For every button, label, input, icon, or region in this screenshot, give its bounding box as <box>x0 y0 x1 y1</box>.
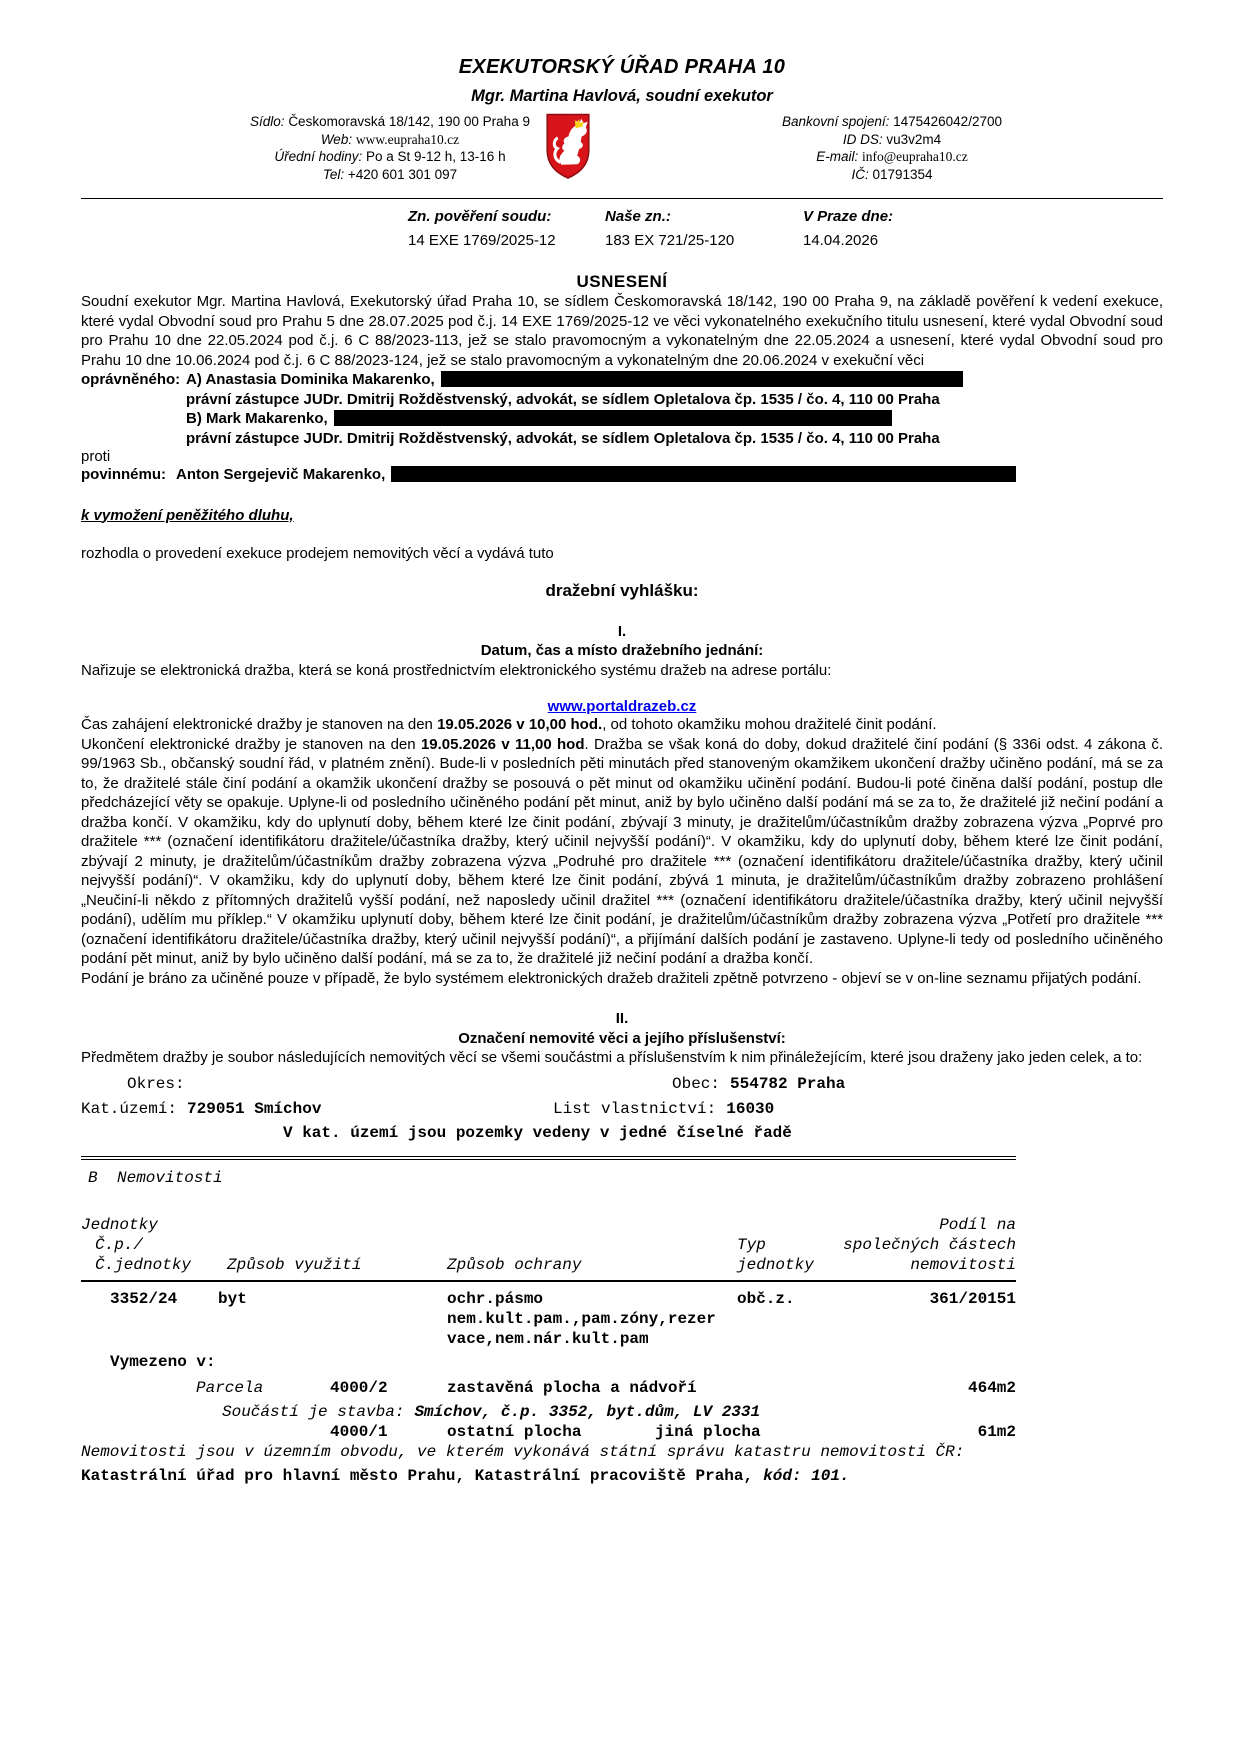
cadastre-territory: Kat.území: 729051 Smíchov <box>81 1099 322 1118</box>
versus-line: proti <box>81 448 111 465</box>
cadastre-ownership-sheet: List vlastnictví: 16030 <box>553 1099 775 1118</box>
office-title: EXEKUTORSKÝ ÚŘAD PRAHA 10 <box>458 56 786 78</box>
creditor-b-counsel: právní zástupce JUDr. Dmitrij Rožděstvenský, advokát, se sídlem Opletalova čp. 1535 / čo. 4, 110 00 Praha <box>186 429 940 447</box>
double-rule <box>81 1156 1016 1160</box>
contact-web: Web: www.eupraha10.cz <box>320 131 460 147</box>
cadastre-note-row: V kat. území jsou pozemky vedeny v jedné číselné řadě <box>283 1123 792 1142</box>
letterhead-contact <box>81 113 1163 191</box>
creditor-a-counsel: právní zástupce JUDr. Dmitrij Rožděstvenský, advokát, se sídlem Opletalova čp. 1535 / čo. 4, 110 00 Praha <box>186 390 940 408</box>
reference-block <box>408 208 1163 249</box>
building-row <box>81 1403 1163 1423</box>
reference-court-file: Zn. pověření soudu: 14 EXE 1769/2025-12 <box>408 208 556 249</box>
parcel-row-1: Parcela 4000/2 zastavěná plocha a nádvoří 464m2 <box>196 1378 1016 1397</box>
unit-protection-row-2: nem.kult.pam.,pam.zóny,rezer <box>447 1309 716 1328</box>
units-header-row-1: Č.p./ Typ společných částech <box>95 1235 1016 1254</box>
cadastre-block <box>81 1075 1163 1487</box>
creditor-a-line <box>81 370 1163 390</box>
bid-confirmation-paragraph: Podání je bráno za učiněné pouze v případě, že bylo systémem elektronických dražeb dražiteli zpětně potvrzeno - objeví se v on-line seznamu přijatých podání. <box>81 969 1142 987</box>
section-1-number: I. <box>617 622 627 640</box>
unit-data-row: 3352/24 byt ochr.pásmo obč.z. 361/20151 <box>110 1289 1016 1308</box>
contact-bank: Bankovní spojení: 1475426042/2700 <box>782 114 1002 129</box>
cadastre-municipality: Obec: 554782 Praha <box>672 1074 846 1093</box>
redaction-bar <box>334 410 892 426</box>
reference-our-file: Naše zn.: 183 EX 721/25-120 <box>605 208 735 249</box>
parcel-row-2: 4000/1 ostatní plocha jiná plocha 61m2 <box>330 1422 1016 1441</box>
executor-name: Mgr. Martina Havlová, soudní exekutor <box>471 87 773 105</box>
cadastre-footer-note: Nemovitosti jsou v územním obvodu, ve kterém vykonává státní správu katastru nemovitosti ČR: <box>81 1442 965 1461</box>
cadastre-district-row: Okres: Obec: 554782 Praha <box>127 1074 846 1093</box>
section-b-row: B Nemovitosti <box>88 1168 223 1187</box>
header-divider <box>81 198 1163 199</box>
portal-link[interactable]: www.portaldrazeb.cz <box>547 698 697 715</box>
creditor-b-line: B) Mark Makarenko, <box>186 409 1163 429</box>
section-2-number: II. <box>615 1010 629 1027</box>
contact-email: E-mail: info@eupraha10.cz <box>816 149 968 164</box>
document-title: USNESENÍ <box>576 272 668 291</box>
unit-protection-row-3: vace,nem.nár.kult.pam <box>447 1329 649 1348</box>
reference-date: V Praze dne: 14.04.2026 <box>803 208 894 249</box>
czech-coat-of-arms-icon <box>545 113 591 184</box>
portal-link-row <box>81 698 1163 715</box>
cadastre-area-row <box>81 1100 1163 1124</box>
defined-in-row: Vymezeno v: <box>110 1352 216 1371</box>
redaction-bar <box>391 466 1016 482</box>
decree-title: dražební vyhlášku: <box>545 580 699 600</box>
debtor-label: povinnému: <box>81 466 166 483</box>
contact-left-column <box>180 113 600 183</box>
property-intro-paragraph: Předmětem dražby je soubor následujících nemovitých věcí se všemi součástmi a příslušenstvím k nim přináležejícím, které jsou draženy jako jeden celek, a to: <box>81 1049 1143 1066</box>
units-header-row-2: Č.jednotky Způsob využití Způsob ochrany jednotky nemovitosti <box>95 1255 1016 1274</box>
section-2-heading: Označení nemovité věci a jejího příslušenství: <box>458 1029 786 1047</box>
units-title-row: Jednotky Podíl na <box>81 1215 1016 1234</box>
contact-right-column <box>682 113 1102 183</box>
creditor-a-name: A) Anastasia Dominika Makarenko, <box>186 370 963 390</box>
redaction-bar <box>441 371 963 387</box>
section-1-heading: Datum, čas a místo dražebního jednání: <box>480 642 764 659</box>
intro-paragraph: Soudní exekutor Mgr. Martina Havlová, Exekutorský úřad Praha 10, se sídlem Českomoravská 18/142, 190 00 Praha 9, na základě pověření k vedení exekuce, které vydal Obvodní soud pro Prahu 5 dne 28.07.2025 pod č.j. 14 EXE 1769/2025-12 ve věci vykonatelného exekučního titulu usnesení, které vydal Obvodní soud pro Prahu 10 dne 22.05.2024 pod č.j. 6 C 88/2023-113, jež se stalo pravomocným a vykonatelným dne 22.05.2024 a usnesení, které vydal Obvodní soud pro Prahu 10 dne 10.06.2024 pod č.j. 6 C 88/2023-124, jež se stalo pravomocným a vykonatelným dne 20.06.2024 v exekuční věci <box>81 293 1163 369</box>
contact-hodiny: Úřední hodiny: Po a St 9-12 h, 13-16 h <box>274 149 506 164</box>
contact-tel: Tel: +420 601 301 097 <box>322 166 458 182</box>
auction-start-datetime: 19.05.2026 v 10,00 hod. <box>437 716 603 733</box>
debt-clause: k vymožení peněžitého dluhu, <box>81 506 294 524</box>
auction-end-datetime: 19.05.2026 v 11,00 hod <box>420 735 585 753</box>
decision-line: rozhodla o provedení exekuce prodejem nemovitých věcí a vydává tuto <box>81 545 554 562</box>
debtor-name: Anton Sergejevič Makarenko, <box>176 465 1016 485</box>
table-rule <box>81 1280 1016 1282</box>
debtor-line <box>81 465 1163 485</box>
creditor-label: oprávněného: <box>81 371 181 388</box>
contact-ic: IČ: 01791354 <box>851 166 933 182</box>
building-part: Součástí je stavba: Smíchov, č.p. 3352, byt.dům, LV 2331 <box>222 1402 761 1421</box>
contact-sidlo: Sídlo: Českomoravská 18/142, 190 00 Praha 9 <box>250 114 530 129</box>
cadastre-footer-office: Katastrální úřad pro hlavní město Prahu, Katastrální pracoviště Praha, kód: 101. <box>81 1466 850 1485</box>
contact-idds: ID DS: vu3v2m4 <box>842 131 942 147</box>
auction-rules-paragraph: Čas zahájení elektronické dražby je stanoven na den 19.05.2026 v 10,00 hod., od tohoto okamžiku mohou dražitelé činit podání. Ukončení elektronické dražby je stanoven na den 19.05.2026 v 11,00 hod. Dražba se však koná do doby, dokud dražitelé činí podání (§ 336i odst. 4 zákona č. 99/1963 Sb., občanský soudní řád, v platném znění). Bude-li v posledních pěti minutách před stanoveným okamžikem ukončení dražby učiněno podání, má se za to, že dražitelé stále činí podání a okamžik ukončení dražby se posouvá o pět minut od okamžiku učinění podání. Budou-li poté činěna další podání, postup dle předcházející věty se opakuje. Uplyne-li od posledního učiněného podání pět minut, aniž by bylo učiněno další podání má se za to, že dražitelé již nečiní podání a dražba končí. V okamžiku, kdy do uplynutí doby, během které lze činit podání, zbývají 3 minuty, je dražitelům/účastníkům dražby zobrazena výzva „Poprvé pro dražitele *** (označení identifikátoru dražitele/účastníka dražby, který učinil nejvyšší podání)“. V okamžiku, kdy do uplynutí doby, během které lze činit podání, zbývají 2 minuty, je dražitelům/účastníkům dražby zobrazena výzva „Podruhé pro dražitele *** (označení identifikátoru dražitele/účastníka dražby, který učinil nejvyšší podání)“. V okamžiku, kdy do uplynutí doby, během které lze činit podání, zbývá 1 minuta, je dražitelům/účastníkům dražby zobrazeno prohlášení „Neučiní-li někdo z přítomných dražitelů vyšší podání, než naposledy učinil dražitel *** (označení identifikátoru dražitele/účastníka dražby, který učinil nejvyšší podání), udělím mu příklep.“ V okamžiku uplynutí doby, během které lze činit podání, je dražitelům/účastníkům dražby zobrazena výzva „Potřetí pro dražitele *** (označení identifikátoru dražitele/účastníka dražby, který učinil nejvyšší podání)“, a přijímání dalších podání je zastaveno. Uplyne-li tedy od posledního učiněného podání pět minut, aniž by bylo učiněno další podání, má se za to, že dražitelé již nečiní podání a dražba končí. <box>81 716 1163 967</box>
auction-portal-intro: Nařizuje se elektronická dražba, která se koná prostřednictvím elektronického systému dražeb na adrese portálu: <box>81 661 832 679</box>
